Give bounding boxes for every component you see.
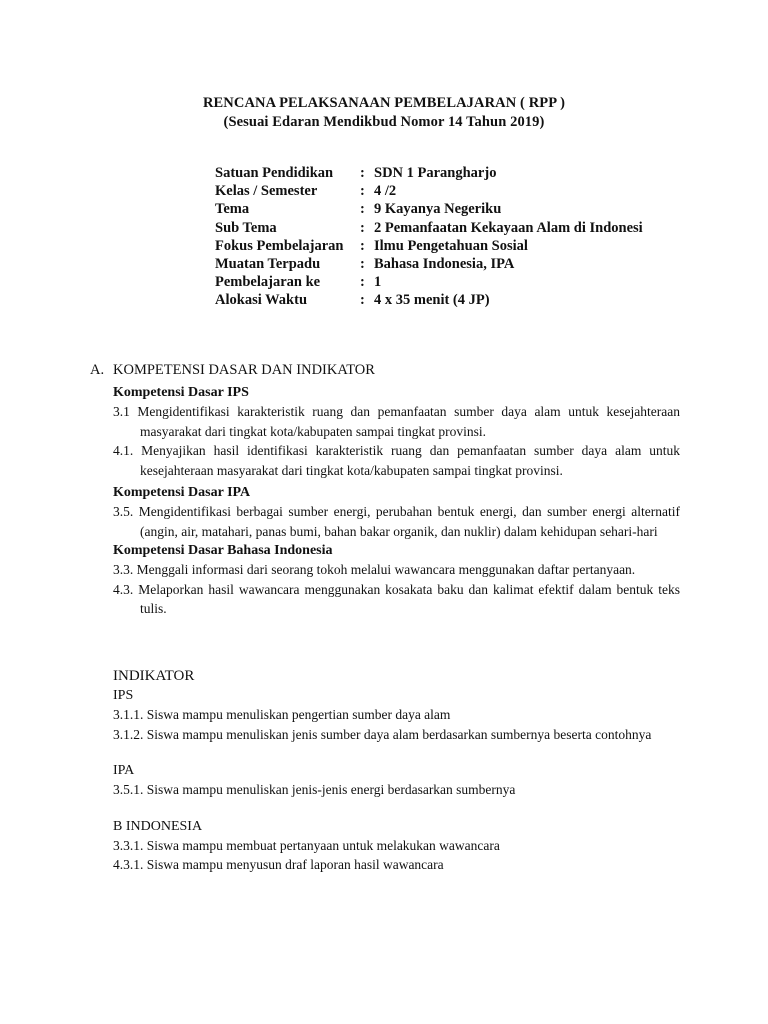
kd-item: 3.5. Mengidentifikasi berbagai sumber energi, perubahan bentuk energi, dan sumber energi alternatif (angin, air, matahari, panas bumi, bahan bakar organik, dan nuklir) dalam kehidupan sehari-hari [113,504,680,539]
info-value: 9 Kayanya Negeriku [374,201,502,218]
info-row [215,255,643,273]
info-colon: : [360,255,365,272]
document-subtitle: (Sesuai Edaran Mendikbud Nomor 14 Tahun 2019) [223,114,545,130]
info-label: Tema [215,201,250,218]
kd-item: 3.1 Mengidentifikasi karakteristik ruang dan pemanfaatan sumber daya alam untuk kesejahteraan masyarakat dari tingkat kota/kabupaten sampai tingkat provinsi. [113,404,680,439]
kd-ips-heading: Kompetensi Dasar IPS [113,385,249,400]
info-colon: : [360,165,365,181]
kompetensi-dasar [113,383,680,619]
indikator-item: 3.1.2. Siswa mampu menuliskan jenis sumber daya alam berdasarkan sumbernya beserta contohnya [113,726,652,742]
info-colon: : [360,292,365,309]
section-marker: A. [90,362,105,378]
info-value: Ilmu Pengetahuan Sosial [374,237,528,254]
info-value: 2 Pemanfaatan Kekayaan Alam di Indonesi [374,219,643,236]
kd-item: 4.1. Menyajikan hasil identifikasi karakteristik ruang dan pemanfaatan sumber daya alam untuk kesejahteraan masyarakat dari tingkat kota/kabupaten sampai tingkat provinsi. [113,443,680,478]
identity-table [215,164,643,310]
info-row [215,219,643,237]
kd-item: 3.3. Menggali informasi dari seorang tokoh melalui wawancara menggunakan daftar pertanyaan. [113,562,636,577]
info-colon: : [360,201,365,218]
indikator-heading: INDIKATOR [113,668,195,684]
indikator-section [113,667,680,875]
indikator-item: 4.3.1. Siswa mampu menyusun draf laporan hasil wawancara [113,857,444,872]
kd-bindo-heading: Kompetensi Dasar Bahasa Indonesia [113,543,333,558]
info-label: Kelas / Semester [215,183,318,200]
document-title: RENCANA PELAKSANAAN PEMBELAJARAN ( RPP ) [202,95,566,111]
info-value: 4 x 35 menit (4 JP) [374,292,490,309]
section-a-heading [90,362,375,379]
info-colon: : [360,183,365,200]
info-colon: : [360,237,365,254]
info-colon: : [360,219,365,236]
info-row [215,273,643,291]
info-label: Fokus Pembelajaran [215,237,344,254]
indikator-bindo-label: B INDONESIA [113,818,203,834]
info-value: 1 [374,274,382,291]
section-title: KOMPETENSI DASAR DAN INDIKATOR [113,362,375,378]
indikator-item: 3.3.1. Siswa mampu membuat pertanyaan untuk melakukan wawancara [113,837,500,853]
kd-ipa-heading: Kompetensi Dasar IPA [113,485,251,500]
info-row [215,182,643,200]
info-label: Sub Tema [215,219,277,236]
indikator-item: 3.5.1. Siswa mampu menuliskan jenis-jenis energi berdasarkan sumbernya [113,782,516,797]
indikator-ipa-label: IPA [113,763,135,778]
info-value: Bahasa Indonesia, IPA [374,255,515,272]
info-row [215,200,643,218]
info-row [215,164,643,182]
info-label: Muatan Terpadu [215,255,321,272]
info-value: SDN 1 Parangharjo [374,165,497,181]
info-label: Satuan Pendidikan [215,165,334,181]
info-value: 4 /2 [374,183,397,200]
indikator-item: 3.1.1. Siswa mampu menuliskan pengertian sumber daya alam [113,707,451,722]
info-row [215,291,643,309]
info-label: Alokasi Waktu [215,292,308,309]
indikator-ips-label: IPS [113,688,134,703]
info-label: Pembelajaran ke [215,274,321,291]
kd-item: 4.3. Melaporkan hasil wawancara menggunakan kosakata baku dan kalimat efektif dalam bentuk teks tulis. [113,581,680,616]
info-colon: : [360,274,365,291]
info-row [215,237,643,255]
